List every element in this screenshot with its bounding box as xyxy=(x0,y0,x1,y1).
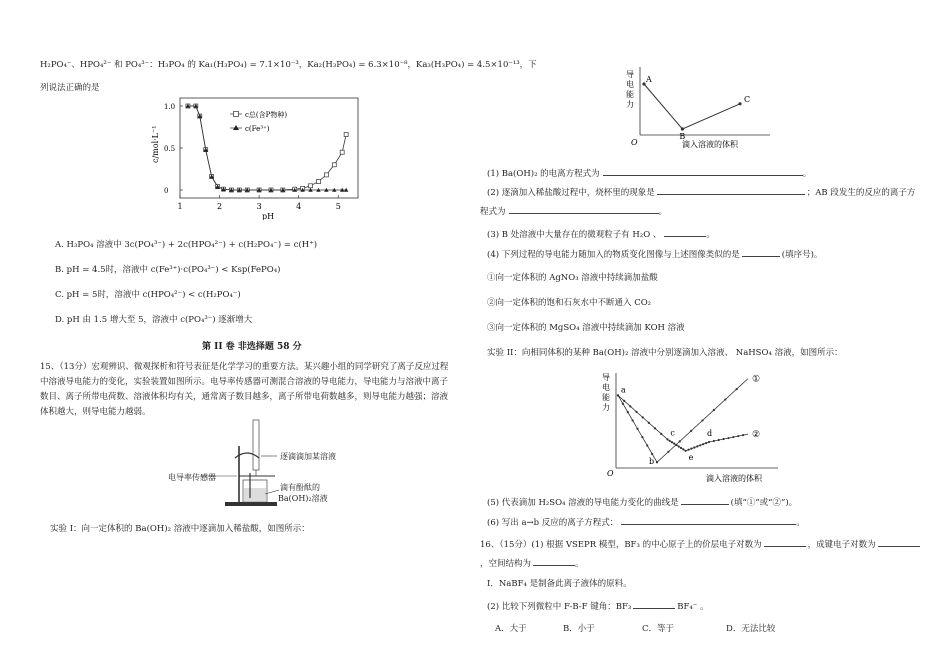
curve xyxy=(644,84,740,129)
experiment-2: 实验 II：向相同体积的某种 Ba(OH)₂ 溶液中分别逐滴加入溶液、 NaHSO₄ 溶液，如图所示： xyxy=(487,348,843,358)
curve-1-dot xyxy=(685,450,687,452)
x-tick-label-2: 3 xyxy=(256,202,262,211)
q1: (1) Ba(OH)₂ 的电离方程式为 。 xyxy=(487,169,812,179)
curve-1-dot xyxy=(642,416,644,418)
apparatus-label-solution-1: 滴有酚酞的 xyxy=(280,483,320,492)
option-c: C. pH = 5时，溶液中 c(HPO₄²⁻) < c(H₂PO₄⁻) xyxy=(55,290,241,300)
x-tick-label-1: 2 xyxy=(217,202,223,211)
curve-0-dot xyxy=(632,419,634,421)
curve-0-dot xyxy=(641,436,643,438)
choice-b: B．小于 xyxy=(563,624,595,634)
ylabel-1: 导 xyxy=(602,373,610,382)
q15-line-4: 体积越大，则导电能力越弱。 xyxy=(40,407,151,417)
point-B xyxy=(681,127,684,130)
legend xyxy=(230,110,287,133)
origin-label: O xyxy=(607,469,614,478)
curve-0-dot xyxy=(713,409,715,411)
legend-series-1: c总(含P物种) xyxy=(245,111,288,119)
x-tick-label-4: 5 xyxy=(335,202,341,211)
point-label-B: B xyxy=(679,132,686,141)
ylabel: c/mol·L⁻¹ xyxy=(151,125,160,163)
curve-0-dot xyxy=(622,403,624,405)
curve-0-dot xyxy=(627,411,629,413)
curve-1-dot xyxy=(680,447,682,449)
q4-option-3: ③向一定体积的 MgSO₄ 溶液中持续滴加 KOH 溶液 xyxy=(487,323,685,333)
point-label-e: e xyxy=(688,452,694,462)
curve-1-dot xyxy=(742,434,744,436)
curve-1-dot xyxy=(696,445,698,447)
y-tick-label-2: 1.0 xyxy=(164,103,176,111)
curve-0-dot xyxy=(701,419,703,421)
curve-1-dot xyxy=(723,438,725,440)
choice-d: D．无法比较 xyxy=(726,624,776,634)
curve-1-dot xyxy=(629,405,631,407)
q6: (6) 写出 a→b 反应的离子方程式： 。 xyxy=(487,518,805,528)
option-a: A. H₃PO₄ 溶液中 3c(PO₄³⁻) + 2c(HPO₄²⁻) + c(H₂PO₄⁻) = c(H⁺) xyxy=(55,240,318,250)
curve-1-dot xyxy=(690,448,692,450)
curve-1-dot xyxy=(727,437,729,439)
curve-0-dot xyxy=(690,430,692,432)
curve-1-dot xyxy=(687,449,689,451)
curve-1-dot xyxy=(671,441,673,443)
ylabel-2: 电 xyxy=(602,383,610,392)
curve-0-dot xyxy=(679,440,681,442)
y-tick-label-1: 0.5 xyxy=(164,145,176,153)
curve-0-dot xyxy=(656,461,658,463)
curve-1-dot xyxy=(648,422,650,424)
curve-1-dot xyxy=(617,394,619,396)
series-label-1: ② xyxy=(752,430,761,441)
conductivity-chart-1 xyxy=(620,65,800,155)
curve-0-dot xyxy=(736,388,738,390)
section-title: 第 II 卷 非选择题 58 分 xyxy=(202,342,302,352)
curve-1-dot xyxy=(705,442,707,444)
curve-1 xyxy=(618,395,748,450)
curve-1-dot xyxy=(699,444,701,446)
curve-0-dot xyxy=(646,444,648,446)
curve-1-dot xyxy=(682,448,684,450)
legend-series-2: c(Fe³⁺) xyxy=(245,125,270,133)
option-d: D. pH 由 1.5 增大至 5，溶液中 c(PO₄³⁻) 逐渐增大 xyxy=(55,315,253,325)
ylabel-1: 导 xyxy=(626,70,634,79)
question-tail: 列说法正确的是 xyxy=(40,83,100,93)
curve-1-dot xyxy=(718,439,720,441)
q4-option-1: ①向一定体积的 AgNO₃ 溶液中持续滴加盐酸 xyxy=(487,273,658,283)
point-label-b: b xyxy=(649,457,655,467)
solution xyxy=(244,488,266,501)
series-label-0: ① xyxy=(752,374,761,385)
q4: (4) 下列过程的导电能力随加入的物质变化图像与上述图像类似的是 (填序号)。 xyxy=(487,250,823,260)
q16-line-2: ，空间结构为 。 xyxy=(480,559,584,569)
q16-part-i: I．NaBF₄ 是制备此离子液体的原料。 xyxy=(487,579,632,589)
curve-1-dot xyxy=(623,400,625,402)
curve-0-dot xyxy=(724,398,726,400)
ylabel-2: 电 xyxy=(626,80,634,89)
curve-0-dot xyxy=(651,453,653,455)
q5: (5) 代表滴加 H₂SO₄ 溶液的导电能力变化的曲线是 (填“①”或“②”)。 xyxy=(487,498,798,508)
q16-line-1: 16、（15分）(1) 根据 VSEPR 模型，BF₃ 的中心原子上的价层电子对数为 ，成键电子对数为 xyxy=(480,538,920,550)
q2-line-2: 程式为 。 xyxy=(480,207,668,217)
burette xyxy=(253,420,259,470)
apparatus-label-sensor: 电导率传感器 xyxy=(168,473,216,482)
series-0-point-18 xyxy=(332,163,336,167)
q16-part-2: (2) 比较下列微粒中 F-B-F 键角：BF₃ BF₄⁻ 。 xyxy=(487,602,709,612)
experiment-1: 实验 I：向一定体积的 Ba(OH)₂ 溶液中逐滴加入稀盐酸，如图所示： xyxy=(50,524,310,534)
curve-1-dot xyxy=(673,443,675,445)
ylabel-3: 能 xyxy=(602,393,610,402)
y-tick-label-0: 0 xyxy=(164,187,169,195)
xlabel: 滴入溶液的体积 xyxy=(706,474,762,483)
series-0-point-17 xyxy=(324,173,328,177)
ylabel-4: 力 xyxy=(626,100,634,109)
point-label-c: c xyxy=(670,428,675,438)
concentration-ph-chart xyxy=(150,95,360,220)
point-label-a: a xyxy=(621,385,626,395)
curve-1-dot xyxy=(737,435,739,437)
x-tick-label-0: 1 xyxy=(177,202,183,211)
q15-line-1: 15、（13分）宏观辨识、微观探析和符号表征是化学学习的重要方法。某兴趣小组的同学研究了离子反应过程 xyxy=(40,362,449,372)
ylabel-4: 力 xyxy=(602,403,610,412)
ylabel-3: 能 xyxy=(626,90,634,99)
curve-1-dot xyxy=(654,427,656,429)
apparatus-label-drip: 逐滴滴加某溶液 xyxy=(280,452,336,461)
series-0-point-20 xyxy=(344,133,348,137)
conductivity-chart-2 xyxy=(596,368,796,483)
curve-1-dot xyxy=(708,441,710,443)
choice-c: C．等于 xyxy=(642,624,675,634)
curve-0-dot xyxy=(636,428,638,430)
series-0-point-19 xyxy=(340,150,344,154)
origin-label: O xyxy=(631,138,638,147)
stand-base xyxy=(225,502,277,506)
xlabel: pH xyxy=(262,212,275,220)
curve-1-dot xyxy=(635,411,637,413)
curve-1-dot xyxy=(669,440,671,442)
curve-1-dot xyxy=(732,436,734,438)
curve-1-dot xyxy=(675,444,677,446)
q2-line-1: (2) 逐滴加入稀盐酸过程中，烧杯里的现象是 ；AB 段发生的反应的离子方 xyxy=(487,188,916,198)
curve-0-dot xyxy=(667,451,669,453)
q15-line-3: 数目、离子所带电荷数、溶液体积均有关，通常离子数目越多，离子所带电荷数越多，则导电能力越强；溶液 xyxy=(40,392,449,402)
curve-1-dot xyxy=(678,445,680,447)
q4-option-2: ②向一定体积的饱和石灰水中不断通入 CO₂ xyxy=(487,298,652,308)
point-label-C: C xyxy=(744,94,751,104)
point-label-A: A xyxy=(646,75,652,84)
constants-line: H₂PO₄⁻、HPO₄²⁻ 和 PO₄³⁻：H₃PO₄ 的 Ka₁(H₃PO₄) = 7.1×10⁻³，Ka₂(H₃PO₄) = 6.3×10⁻⁸，Ka₃(H₃PO₄) = 4.5×10⁻¹³，下 xyxy=(40,60,537,70)
apparatus-label-solution-2: Ba(OH)₂溶液 xyxy=(278,494,328,503)
curve-1-dot xyxy=(702,443,704,445)
xlabel: 滴入溶液的体积 xyxy=(682,140,738,149)
curve-1-dot xyxy=(713,440,715,442)
point-C xyxy=(738,102,741,105)
q15-line-2: 中溶液导电能力的变化，实验装置如图所示。电导率传感器可测混合溶液的导电能力，导电能力与溶液中离子 xyxy=(40,377,449,387)
option-b: B. pH = 4.5时，溶液中 c(Fe³⁺)·c(PO₄³⁻) < Ksp(FePO₄) xyxy=(55,265,281,275)
series-0-point-16 xyxy=(316,180,320,184)
series-0-point-15 xyxy=(309,184,313,188)
curve-1-dot xyxy=(693,446,695,448)
curve-1-dot xyxy=(660,433,662,435)
q3: (3) B 处溶液中大量存在的微观粒子有 H₂O 、 。 xyxy=(487,230,715,240)
choice-a: A．大于 xyxy=(495,624,527,634)
point-label-d: d xyxy=(707,429,713,438)
x-tick-label-3: 4 xyxy=(296,202,302,211)
curve-1-dot xyxy=(666,438,668,440)
